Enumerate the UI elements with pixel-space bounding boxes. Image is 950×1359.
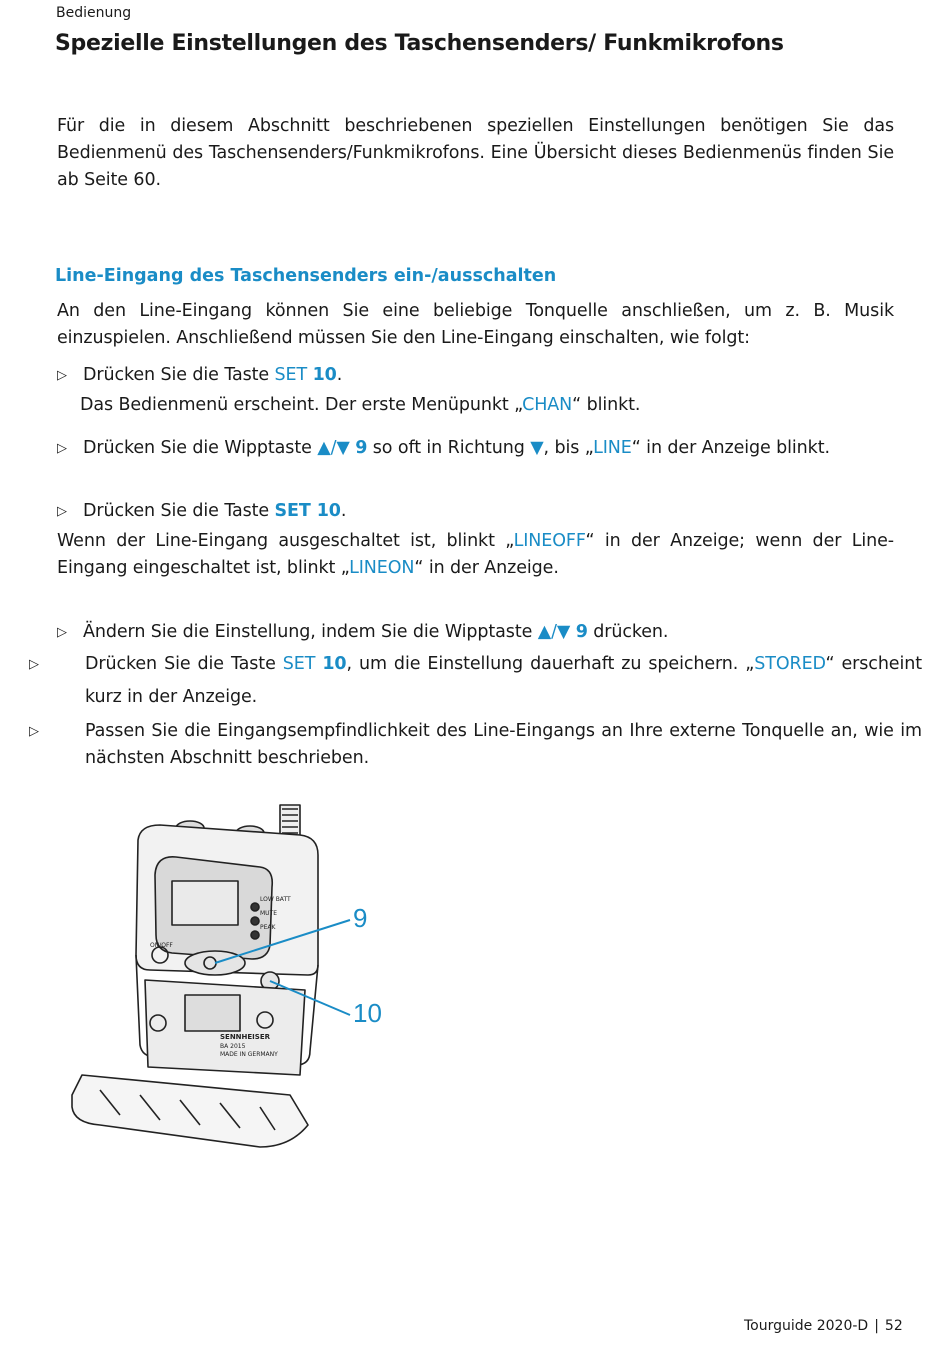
bodypack-transmitter-illustration [60,795,420,1160]
step-arrow-icon: ▷ [57,441,67,456]
mute-label: MUTE [260,910,278,917]
step-6: ▷ Passen Sie die Eingangsempfindlichkeit des Line-Eingangs an Ihre externe Tonquelle an, wie im nächsten Abschnitt beschrieben. [57,718,922,772]
step-1: ▷ Drücken Sie die Taste SET 10. [57,360,894,391]
device-figure [60,795,420,1160]
step-arrow-icon: ▷ [29,724,39,739]
model-label: BA 2015 [220,1043,246,1050]
brand-label: SENNHEISER [220,1033,270,1041]
step-arrow-icon: ▷ [29,657,39,672]
step-3: ▷ Drücken Sie die Taste SET 10. [57,496,894,527]
step-arrow-icon: ▷ [57,625,67,640]
on-off-label: ON/OFF [150,942,173,949]
callout-10: 10 [353,998,382,1028]
callout-9: 9 [353,903,368,933]
page-footer: Tourguide 2020-D | 52 [744,1318,903,1334]
step-2: ▷ Drücken Sie die Wipptaste ▲/▼ 9 so oft in Richtung ▼, bis „LINE“ in der Anzeige blinkt. [57,433,894,464]
page-number: 52 [884,1318,903,1334]
made-label: MADE IN GERMANY [220,1051,278,1058]
peak-label: PEAK [260,924,276,931]
result-1: Das Bedienmenü erscheint. Der erste Menüpunkt „CHAN“ blinkt. [80,395,641,415]
line-intro-paragraph: An den Line-Eingang können Sie eine beliebige Tonquelle anschließen, um z. B. Musik einzuspielen. Anschließend müssen Sie den Line-Eingang einschalten, wie folgt: [57,301,894,348]
low-batt-label: LOW BATT [260,896,291,903]
section-label: Bedienung [56,5,132,21]
step-arrow-icon: ▷ [57,368,67,383]
step-4: ▷ Ändern Sie die Einstellung, indem Sie die Wipptaste ▲/▼ 9 drücken. [57,617,894,648]
step-arrow-icon: ▷ [57,504,67,519]
result-3: Wenn der Line-Eingang ausgeschaltet ist, blinkt „LINEOFF“ in der Anzeige; wenn der Line-Eingang eingeschaltet ist, blinkt „LINEON“ in der Anzeige. [57,531,894,578]
subheading: Line-Eingang des Taschensenders ein-/ausschalten [55,266,557,286]
intro-paragraph: Für die in diesem Abschnitt beschriebenen speziellen Einstellungen benötigen Sie das Bedienmenü des Taschensenders/Funkmikrofons. Eine Übersicht dieses Bedienmenüs finden Sie ab Seite 60. [57,116,894,190]
footer-doc-title: Tourguide 2020-D [744,1318,869,1334]
page-title: Spezielle Einstellungen des Taschensenders/ Funkmikrofons [55,31,784,56]
step-5: ▷ Drücken Sie die Taste SET 10, um die Einstellung dauerhaft zu speichern. „STORED“ erscheint kurz in der Anzeige. [57,648,922,713]
